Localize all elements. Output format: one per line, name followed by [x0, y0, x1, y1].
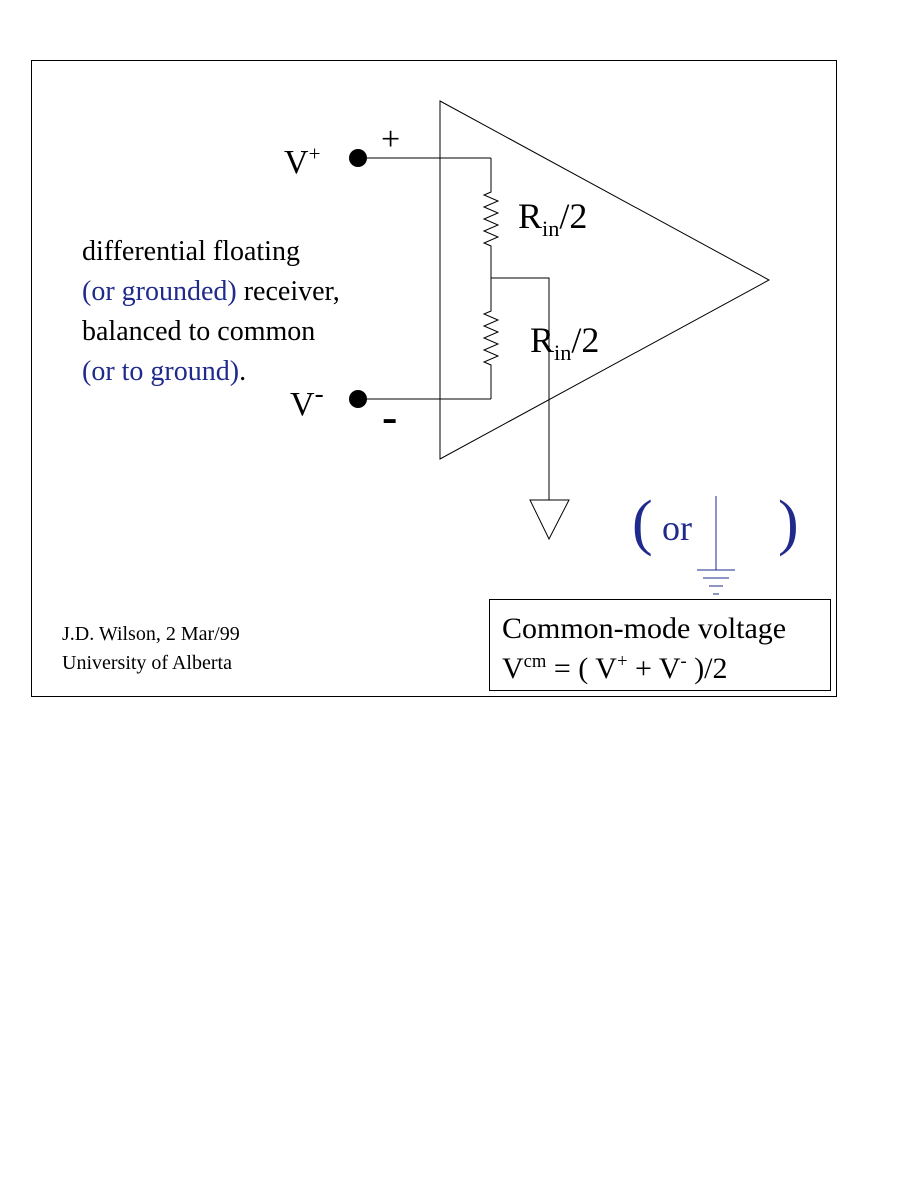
- lower-resistor-sub: in: [554, 340, 572, 366]
- credit-line-1: J.D. Wilson, 2 Mar/99: [62, 623, 240, 645]
- caption-line-2: (or grounded) receiver,: [82, 276, 340, 307]
- author-credit: [62, 620, 240, 678]
- upper-resistor-label: $R_{in}/2$: [518, 196, 588, 242]
- v-plus-sup: +: [308, 141, 321, 166]
- v-plus-label: V+: [284, 141, 321, 181]
- caption-grounded: (or grounded): [82, 276, 237, 307]
- caption-line-4: (or to ground).: [82, 356, 247, 387]
- lower-resistor: [484, 278, 498, 399]
- amplifier-triangle: [440, 101, 769, 459]
- caption-to-ground: (or to ground): [82, 356, 240, 387]
- v-minus-label: V-: [290, 378, 324, 423]
- common-mode-box: [489, 599, 831, 691]
- alt-open-paren: (: [632, 489, 653, 557]
- lower-resistor-label: $R_{in}/2$: [530, 320, 600, 366]
- upper-resistor-sub: in: [542, 216, 560, 242]
- credit-line-2: University of Alberta: [62, 652, 232, 674]
- minus-sign: -: [382, 391, 398, 442]
- vminus-sup: -: [680, 651, 687, 672]
- plus-sign: +: [381, 121, 401, 158]
- upper-resistor: [484, 158, 498, 278]
- alt-or-text: or: [662, 508, 692, 548]
- common-mode-title: Common-mode voltage: [502, 612, 787, 645]
- minus-terminal-dot: [349, 390, 367, 408]
- vcm-sup: cm: [523, 651, 547, 672]
- common-mode-formula: $V^{cm}$ = ( V+ + V- )/2: [502, 651, 728, 685]
- alt-close-paren: ): [778, 489, 799, 557]
- receiver-caption: [82, 232, 340, 392]
- caption-line-1: differential floating: [82, 236, 300, 267]
- caption-line-3: balanced to common: [82, 316, 316, 347]
- ground-icon: [697, 496, 735, 594]
- common-symbol: [530, 500, 569, 539]
- v-minus-sup: -: [314, 378, 324, 409]
- common-wire: [491, 278, 549, 500]
- vplus-sup: +: [616, 651, 628, 672]
- plus-terminal-dot: [349, 149, 367, 167]
